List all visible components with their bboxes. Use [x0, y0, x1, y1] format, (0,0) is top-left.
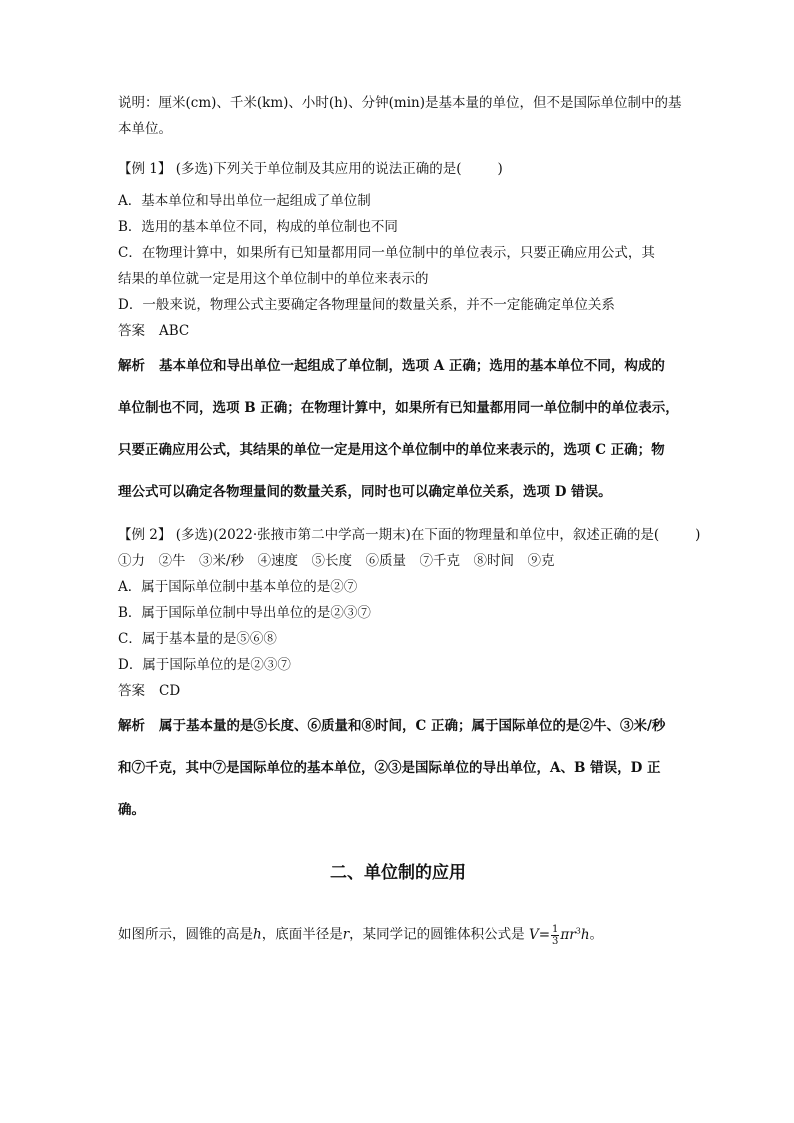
- example2-question: [118, 522, 701, 548]
- example2-answer-value: CD: [159, 683, 181, 699]
- example1-question-text: (多选)下列关于单位制及其应用的说法正确的是(: [175, 161, 462, 177]
- analysis-line: 只要正确应用公式，其结果的单位一定是用这个单位制中的单位来表示的，选项 C 正确；物: [118, 442, 665, 458]
- example2-option-c: C．属于基本量的是⑤⑥⑧: [118, 631, 277, 647]
- document-page: [118, 90, 701, 966]
- example2-option-b: B．属于国际单位制中导出单位的是②③⑦: [118, 605, 371, 621]
- example1-question: [118, 156, 678, 182]
- answer-label: 答案: [118, 323, 145, 339]
- example2-analysis: [118, 710, 678, 826]
- answer-label: 答案: [118, 683, 145, 699]
- section-intro: 如图所示，圆锥的高是h，底面半径是r，某同学记的圆锥体积公式是 V= $\frac{1}{3}$ $\pi r^3h$。: [118, 923, 604, 947]
- analysis-line: 解析 基本单位和导出单位一起组成了单位制，选项 A 正确；选用的基本单位不同，构成的: [118, 358, 665, 374]
- var-r: r: [342, 926, 350, 943]
- example2-option-a: A．属于国际单位制中基本单位的是②⑦: [118, 579, 358, 595]
- example2-option-d: D．属于国际单位的是②③⑦: [118, 657, 291, 673]
- analysis-line: 确。: [118, 802, 145, 818]
- example1-answer: [118, 318, 678, 344]
- analysis-line: 单位制也不同，选项 B 正确；在物理计算中，如果所有已知量都用同一单位制中的单位表示，: [118, 400, 679, 416]
- analysis-label: 解析: [118, 718, 145, 734]
- note-line-1: 说明：厘米(cm)、千米(km)、小时(h)、分钟(min)是基本量的单位，但不是国际单位制中的基: [118, 95, 682, 111]
- var-h: h: [253, 926, 262, 943]
- analysis-line: 解析 属于基本量的是⑤长度、⑥质量和⑧时间，C 正确；属于国际单位的是②牛、③米/秒: [118, 718, 666, 734]
- section-heading: 二、单位制的应用: [330, 863, 466, 883]
- analysis-line: 理公式可以确定各物理量间的数量关系，同时也可以确定单位关系，选项 D 错误。: [118, 484, 612, 500]
- note-line-2: 本单位。: [118, 121, 172, 137]
- example1-option-c: C．在物理计算中，如果所有已知量都用同一单位制中的单位表示，只要正确应用公式，其: [118, 245, 655, 261]
- fraction: $\frac{1}{3}$: [552, 923, 559, 947]
- example1-option-b: B．选用的基本单位不同，构成的单位制也不同: [118, 219, 398, 235]
- analysis-label: 解析: [118, 358, 145, 374]
- analysis-line: 和⑦千克，其中⑦是国际单位的基本单位，②③是国际单位的导出单位，A、B 错误，D 正: [118, 760, 661, 776]
- example1-close-paren: ): [497, 161, 503, 177]
- example1-analysis: [118, 350, 678, 508]
- example1-option-d: D．一般来说，物理公式主要确定各物理量间的数量关系，并不一定能确定单位关系: [118, 297, 615, 313]
- example2-close-paren: ): [695, 527, 701, 543]
- example2-items: ①力 ②牛 ③米/秒 ④速度 ⑤长度 ⑥质量 ⑦千克 ⑧时间 ⑨克: [118, 553, 555, 569]
- example2-answer: [118, 678, 678, 704]
- example1-answer-value: ABC: [159, 323, 190, 339]
- example2-question-text: (多选)(2022·张掖市第二中学高一期末)在下面的物理量和单位中，叙述正确的是(: [175, 527, 660, 543]
- example1-option-a: A．基本单位和导出单位一起组成了单位制: [118, 193, 371, 209]
- example1-option-c-cont: 结果的单位就一定是用这个单位制中的单位来表示的: [118, 271, 429, 287]
- example2-tag: 【例 2】: [118, 527, 172, 543]
- example1-tag: 【例 1】: [118, 161, 172, 177]
- volume-formula: V= $\frac{1}{3}$ $\pi r^3h$: [528, 923, 590, 947]
